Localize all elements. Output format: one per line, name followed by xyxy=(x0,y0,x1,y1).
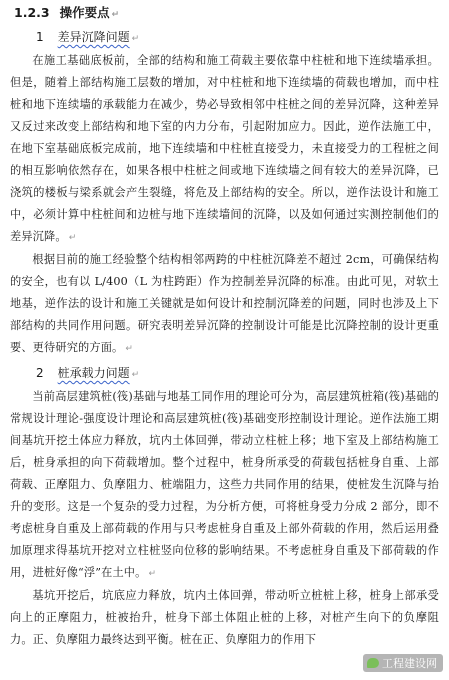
paragraph-mark-icon: ↵ xyxy=(125,344,134,354)
watermark-text: 工程建设网 xyxy=(382,657,437,670)
section-heading xyxy=(14,4,439,24)
paragraph-mark-icon: ↵ xyxy=(111,10,120,20)
body-paragraph xyxy=(10,249,439,360)
paragraph-text: 基坑开挖后，坑底应力释放，坑内土体回弹，带动听立桩桩上移，桩身上部承受向上的正摩阻力，桩被抬升，桩身下部土体阻止桩的上移，对桩产生向下的负摩阻力。正、负摩阻力最终达到平衡。桩在正、负摩阻力的作用下 xyxy=(10,589,439,646)
section-number: 1.2.3 xyxy=(14,5,50,20)
subsection-number: 2 xyxy=(36,366,44,380)
subsection-title: 差异沉降问题 xyxy=(57,30,130,44)
subsection-title: 桩承载力问题 xyxy=(57,366,130,380)
paragraph-mark-icon: ↵ xyxy=(68,233,77,243)
body-paragraph xyxy=(10,386,439,585)
subsection-heading-1 xyxy=(36,28,439,48)
paragraph-text: 在施工基础底板前，全部的结构和施工荷载主要依靠中柱桩和地下连续墙承担。但是，随着上部结构施工层数的增加，对中柱桩和地下连续墙的荷载也增加，而中柱桩和地下连续墙的承载能力在减少，势必导致相邻中柱桩之间的差异沉降，这种差异又反过来改变上部结构和地下室的内力分布，引起附加应力。因此，逆作法施工中，在地下室基础底板完成前，地下连续墙和中柱桩直接受力，未直接受力的工程桩之间的相互影响依然存在，如果各根中柱桩之间或地下连续墙之间有较大的差异沉降，已浇筑的楼板与梁系就会产生裂缝，将危及上部结构的安全。所以，逆作法设计和施工中，必须计算中柱桩间和边桩与地下连续墙间的沉降，以及如何通过实测控制他们的差异沉降。 xyxy=(10,54,439,243)
paragraph-mark-icon: ↵ xyxy=(148,569,157,579)
subsection-number: 1 xyxy=(36,30,44,44)
paragraph-text: 根据目前的施工经验整个结构相邻两跨的中柱桩沉降差不超过 2cm，可确保结构的安全，也有以 L/400（L 为柱跨距）作为控制差异沉降的标准。由此可见，对软土地基，逆作法的设计和施工关键就是如何设计和控制沉降差的问题，同时也涉及上下部结构的共同作用问题。研究表明差异沉降的控制设计可能是比沉降控制的设计更重要、更待研究的方面。 xyxy=(10,253,439,354)
section-title: 操作要点 xyxy=(59,5,110,20)
paragraph-mark-icon: ↵ xyxy=(131,34,140,44)
paragraph-mark-icon: ↵ xyxy=(131,370,140,380)
chat-bubble-icon xyxy=(367,658,379,668)
body-paragraph xyxy=(10,585,439,651)
watermark xyxy=(363,654,443,672)
body-paragraph xyxy=(10,50,439,249)
paragraph-text: 当前高层建筑桩(筏)基础与地基工同作用的理论可分为，高层建筑桩箱(筏)基础的常规设计理论-强度设计理论和高层建筑桩(筏)基础变形控制设计理论。逆作法施工期间基坑开挖土体应力释放，坑内土体回弹，带动立柱桩上移；地下室及上部结构施工后，桩身承担的向下荷载增加。整个过程中，桩身所承受的荷载包括桩身自重、上部荷载、正摩阻力、负摩阻力、桩端阻力，这些力共同作用的结果，使桩发生沉降与抬升的变形。这是一个复杂的受力过程，为分析方便，可将桩身受力分成 2 部分，即不考虑桩身自重及上部荷载的作用与只考虑桩身自重及上部外荷载的作用，然后运用叠加原理求得基坑开挖对立柱桩竖向位移的影响结果。不考虑桩身自重及下部荷载的作用，进桩好像“浮”在土中。 xyxy=(10,390,439,579)
subsection-heading-2 xyxy=(36,364,439,384)
